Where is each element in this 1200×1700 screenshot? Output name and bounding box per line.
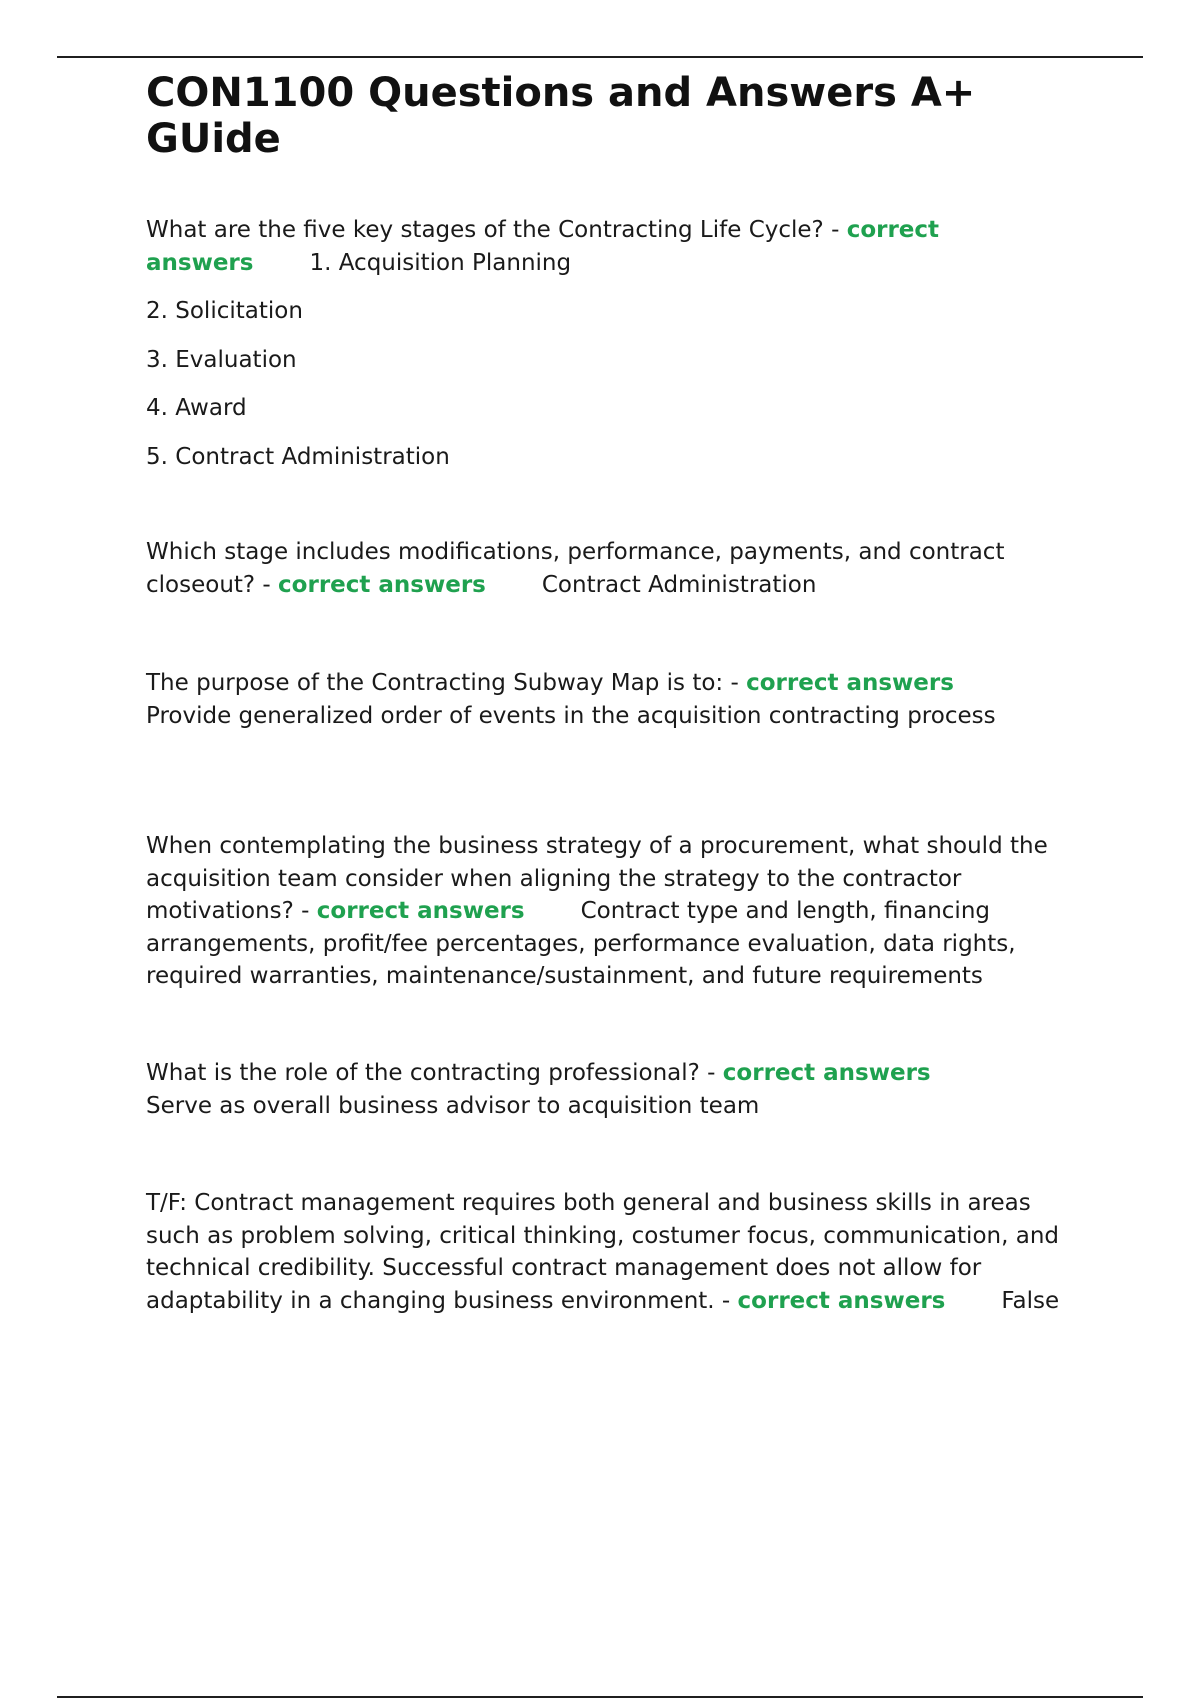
answer-text: 1. Acquisition Planning (309, 249, 572, 276)
qa-item (146, 1057, 1046, 1122)
answer-text: Contract Administration (541, 571, 817, 598)
separator: - (255, 571, 279, 598)
answer-list-item: 3. Evaluation (146, 346, 297, 373)
answer-label: correct answers (146, 217, 940, 276)
qa-question-line (146, 1187, 1086, 1317)
qa-item (146, 667, 1046, 732)
qa-question-line (146, 667, 1046, 732)
answer-label: correct answers (278, 571, 486, 598)
answer-text: Serve as overall business advisor to acquisition team (146, 1092, 760, 1119)
separator: - (723, 670, 747, 696)
question-text: What are the five key stages of the Contracting Life Cycle? (146, 217, 824, 243)
bottom-rule (57, 1696, 1143, 1698)
separator: - (699, 1060, 723, 1086)
qa-question-line (146, 214, 1046, 279)
answer-label: correct answers (737, 1287, 946, 1314)
question-text: T/F: Contract management requires both general and business skills in areas such as problem solving, critical thinking, costumer focus, communication, and technical credibility. Successful contract management does not allow for adaptability in a changing business environment. (146, 1190, 1059, 1314)
qa-item (146, 1187, 1086, 1317)
answer-list-item: 5. Contract Administration (146, 443, 450, 470)
answer-text: False (1001, 1287, 1060, 1314)
document-page (146, 70, 1086, 1314)
answer-text: Contract type and length, financing arrangements, profit/fee percentages, performance evaluation, data rights, required warranties, maintenance/sustainment, and future requirements (146, 898, 1016, 989)
qa-item (146, 536, 1081, 601)
qa-question-line (146, 830, 1081, 993)
answer-label: correct answers (316, 898, 525, 924)
qa-item (146, 214, 1046, 473)
answer-list-item: 2. Solicitation (146, 298, 303, 324)
answer-label: correct answers (746, 670, 954, 696)
qa-item (146, 830, 1081, 993)
separator: - (714, 1287, 738, 1314)
document-title: CON1100 Questions and Answers A+ GUide (146, 70, 976, 162)
separator: - (823, 217, 847, 243)
answer-label: correct answers (722, 1060, 931, 1086)
question-text: When contemplating the business strategy of a procurement, what should the acquisition team consider when aligning the strategy to the contractor motivations? (146, 833, 1048, 924)
question-text: Which stage includes modifications, performance, payments, and contract closeout? (146, 539, 1005, 598)
answer-text: Provide generalized order of events in the acquisition contracting process (146, 702, 996, 729)
answer-list-item: 4. Award (146, 395, 247, 421)
qa-question-line (146, 1057, 1046, 1122)
separator: - (293, 898, 317, 924)
question-text: The purpose of the Contracting Subway Map is to: (146, 670, 724, 696)
question-text: What is the role of the contracting professional? (146, 1060, 700, 1086)
qa-question-line (146, 536, 1081, 601)
top-rule (57, 56, 1143, 58)
